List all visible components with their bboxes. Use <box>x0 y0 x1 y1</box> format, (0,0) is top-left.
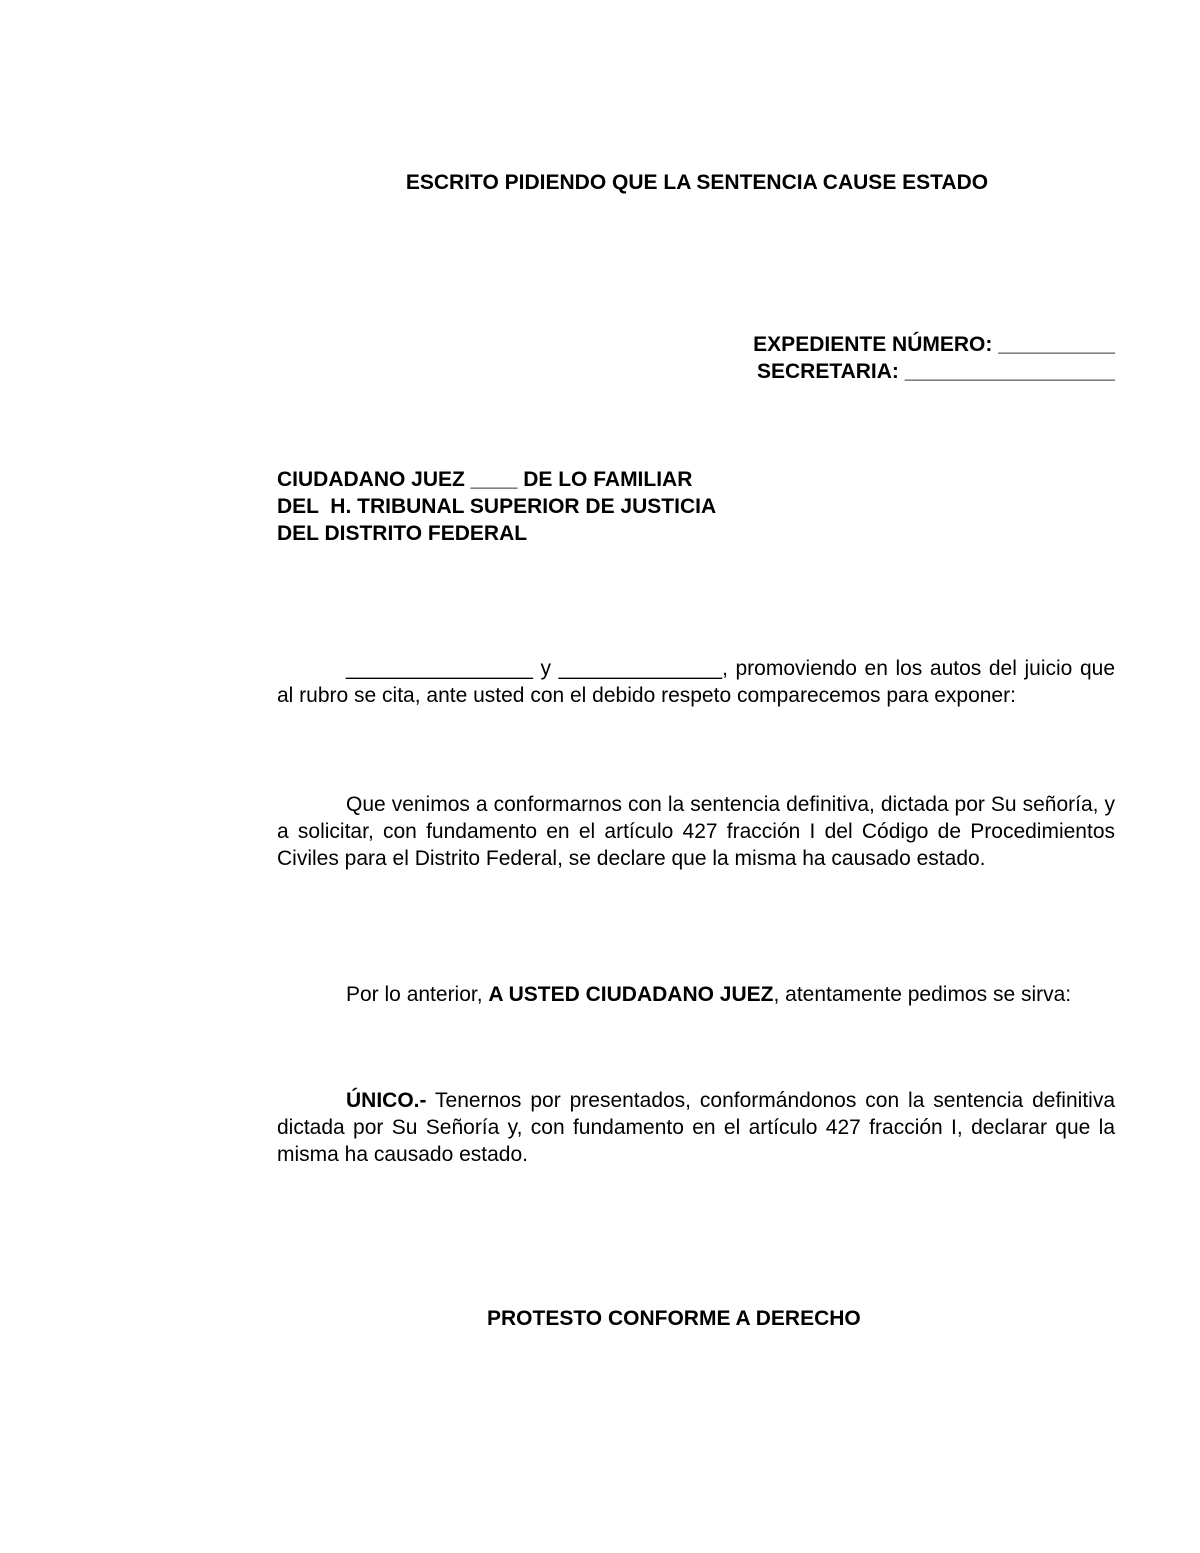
paragraph-unico-label: ÚNICO.- <box>346 1089 427 1112</box>
paragraph-unico <box>277 1087 1115 1168</box>
paragraph-petition-bold: A USTED CIUDADANO JUEZ <box>488 983 774 1006</box>
paragraph-request-text: Que venimos a conformarnos con la sentencia definitiva, dictada por Su señoría, y a solicitar, con fundamento en el artículo 427 fracción I del Código de Procedimientos Civiles para el Distrito Federal, se declare que la misma ha causado estado. <box>277 793 1115 870</box>
paragraph-intro-text: ________________ y ______________, promoviendo en los autos del juicio que al rubro se cita, ante usted con el debido respeto comparecemos para exponer: <box>277 657 1115 707</box>
addressee-line-1: CIUDADANO JUEZ ____ DE LO FAMILIAR <box>277 468 693 491</box>
paragraph-petition <box>277 981 1115 1008</box>
addressee-block <box>277 466 716 547</box>
paragraph-unico-text: Tenernos por presentados, conformándonos con la sentencia definitiva dictada por Su Señoría y, con fundamento en el artículo 427 fracción I, declarar que la misma ha causado estado. <box>277 1089 1115 1166</box>
paragraph-petition-after: , atentamente pedimos se sirva: <box>773 983 1072 1006</box>
expediente-number: EXPEDIENTE NÚMERO: __________ <box>753 333 1115 356</box>
paragraph-intro <box>277 655 1115 709</box>
addressee-line-2: DEL H. TRIBUNAL SUPERIOR DE JUSTICIA <box>277 495 717 518</box>
document-title: ESCRITO PIDIENDO QUE LA SENTENCIA CAUSE ESTADO <box>405 171 989 194</box>
secretaria: SECRETARIA: __________________ <box>756 360 1115 383</box>
addressee-line-3: DEL DISTRITO FEDERAL <box>277 522 528 545</box>
paragraph-request <box>277 791 1115 872</box>
closing-statement: PROTESTO CONFORME A DERECHO <box>487 1307 861 1330</box>
paragraph-petition-before: Por lo anterior, <box>346 983 489 1006</box>
case-info <box>690 331 1115 385</box>
